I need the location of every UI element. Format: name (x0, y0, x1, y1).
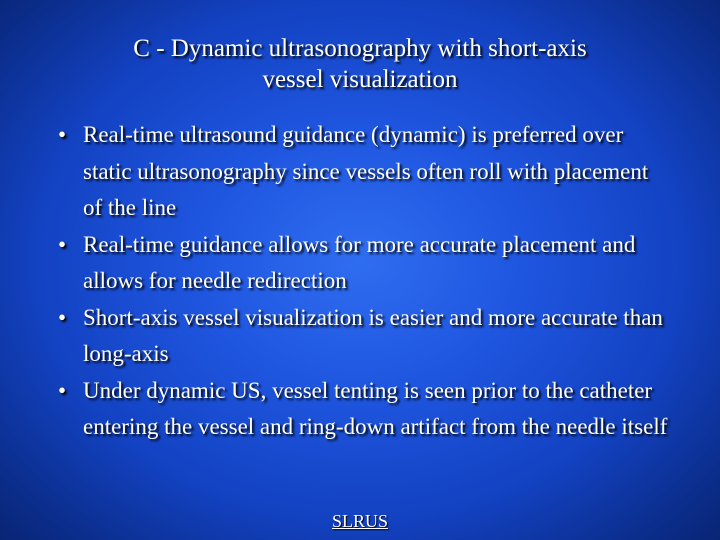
bullet-item (58, 300, 668, 373)
slide-title-line-1: C - Dynamic ultrasonography with short-axis (133, 35, 587, 62)
bullet-icon: • (58, 231, 67, 257)
slide-title-line-2: vessel visualization (262, 66, 458, 93)
bullet-text: Under dynamic US, vessel tenting is seen prior to the catheter entering the vessel and ring-down artifact from the needle itself (83, 377, 668, 439)
bullet-text: Real-time guidance allows for more accurate placement and allows for needle redirection (83, 231, 636, 293)
bullet-text: Real-time ultrasound guidance (dynamic) is preferred over static ultrasonography since vessels often roll with placement of the line (83, 122, 649, 220)
bullet-item (58, 117, 668, 227)
bullet-icon: • (58, 377, 67, 403)
bullet-icon: • (58, 122, 67, 147)
footer-link-slrus[interactable]: SLRUS (331, 511, 389, 531)
bullet-list (58, 117, 668, 446)
bullet-text: Short-axis vessel visualization is easier and more accurate than long-axis (83, 304, 663, 366)
bullet-item (58, 373, 668, 446)
bullet-item (58, 227, 668, 300)
bullet-icon: • (58, 304, 67, 330)
slide-title (60, 33, 660, 95)
